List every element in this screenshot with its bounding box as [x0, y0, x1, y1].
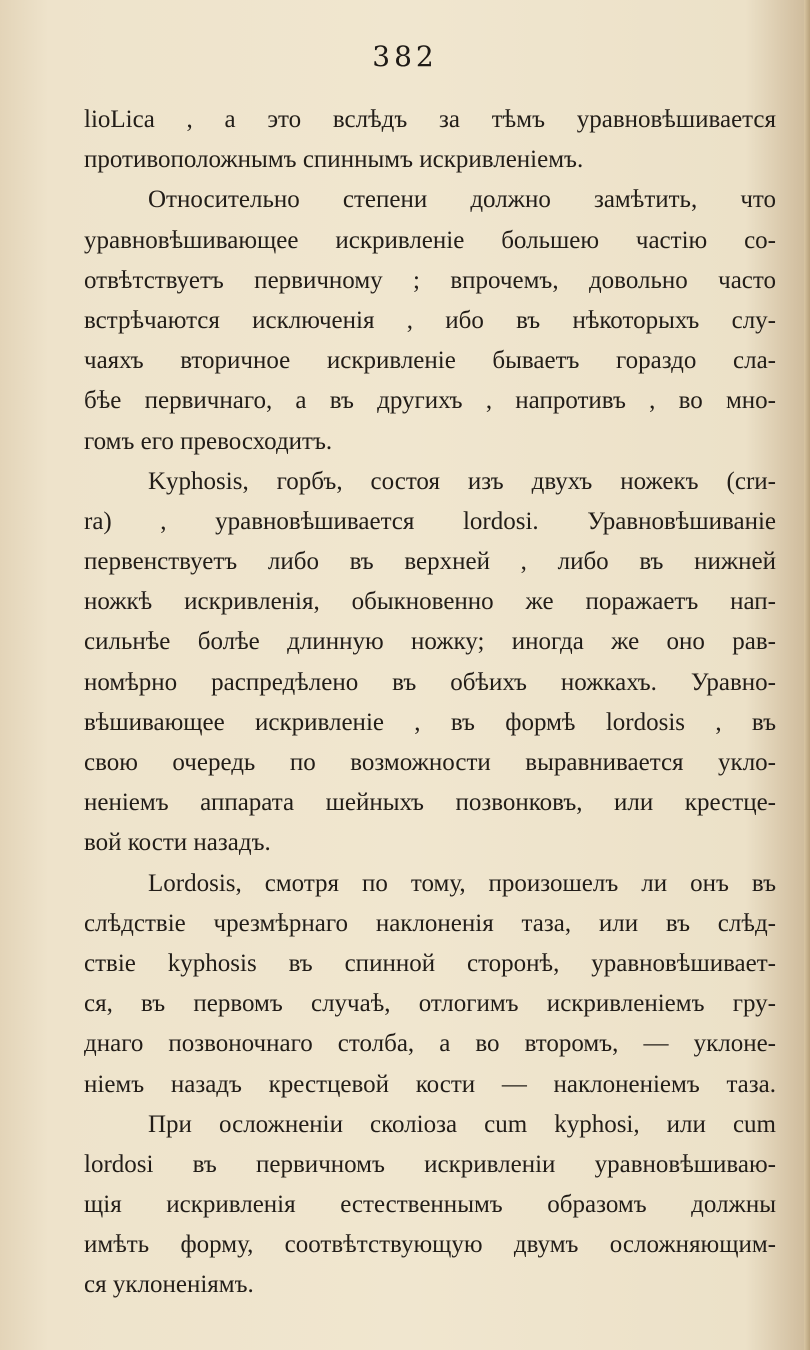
body-text [84, 100, 776, 1306]
text-line: ножкѣ искривленія, обыкновенно же поражаетъ нап- [84, 588, 776, 616]
text-line: уравновѣшивающее искривленіе большею частію со- [84, 226, 776, 254]
text-line: слѣдствіе чрезмѣрнаго наклоненія таза, или въ слѣд- [84, 909, 776, 937]
text-line: При осложненіи сколіоза cum kyphosi, или cum [148, 1110, 776, 1138]
page-edge [804, 0, 810, 1350]
text-line: отвѣтствуетъ первичному ; впрочемъ, довольно часто [84, 266, 776, 294]
page-number: 382 [372, 40, 438, 73]
text-line: противоположнымъ спиннымъ искривленіемъ. [84, 146, 584, 174]
text-line: ся, въ первомъ случаѣ, отлогимъ искривленіемъ гру- [84, 990, 776, 1018]
text-line: имѣть форму, соотвѣтствующую двумъ осложняющим- [84, 1231, 776, 1259]
text-line: встрѣчаются исключенія , ибо въ нѣкоторыхъ слу- [84, 306, 776, 334]
text-line: щія искривленія естественнымъ образомъ должны [84, 1191, 776, 1219]
text-line: неніемъ аппарата шейныхъ позвонковъ, или крестце- [84, 789, 776, 817]
text-line: бѣе первичнаго, а въ другихъ , напротивъ , во мно- [84, 387, 776, 415]
text-line: Kyphosis, горбъ, состоя изъ двухъ ножекъ (сrи- [148, 467, 776, 495]
text-line: чаяхъ вторичное искривленіе бываетъ гораздо сла- [84, 347, 776, 375]
text-line: Относительно степени должно замѣтить, что [148, 186, 776, 214]
text-line: свою очередь по возможности выравнивается укло- [84, 749, 776, 776]
text-line: первенствуетъ либо въ верхней , либо въ нижней [84, 548, 776, 576]
text-line: гомъ его превосходитъ. [84, 427, 333, 455]
text-line: вой кости назадъ. [84, 829, 271, 857]
text-line: вѣшивающее искривленіе , въ формѣ lordosis , въ [84, 708, 776, 736]
text-line: lioLica , а это вслѣдъ за тѣмъ уравновѣшивается [84, 106, 776, 133]
text-line: ra) , уравновѣшивается lordosi. Уравновѣшиваніе [84, 507, 776, 535]
text-line: lordosi въ первичномъ искривленіи уравновѣшиваю- [84, 1150, 776, 1178]
text-line: ніемъ назадъ крестцевой кости — наклоненіемъ таза. [84, 1070, 776, 1098]
text-line: Lordosis, смотря по тому, произошелъ ли онъ въ [148, 869, 776, 897]
text-line: ствіе kyphosis въ спинной сторонѣ, уравновѣшивает- [84, 949, 776, 977]
text-line: номѣрно распредѣлено въ обѣихъ ножкахъ. Уравно- [84, 668, 776, 696]
text-line: сильнѣе болѣе длинную ножку; иногда же оно рав- [84, 628, 776, 656]
text-line: днаго позвоночнаго столба, а во второмъ, — уклоне- [84, 1030, 776, 1058]
text-line: ся уклоненіямъ. [84, 1271, 254, 1299]
